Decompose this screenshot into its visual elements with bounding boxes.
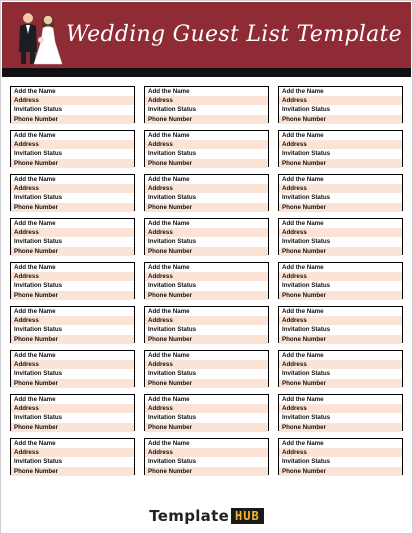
field-address[interactable]: Address [11,404,134,413]
field-phone-number[interactable]: Phone Number [145,423,268,432]
field-address[interactable]: Address [279,184,402,193]
field-phone-number[interactable]: Phone Number [145,291,268,300]
field-invitation-status[interactable]: Invitation Status [282,458,331,466]
field-address[interactable]: Address [145,404,268,413]
field-invitation-status[interactable]: Invitation Status [148,194,197,202]
field-address[interactable]: Address [11,184,134,193]
field-phone-number[interactable]: Phone Number [11,247,134,256]
guest-card [278,174,403,211]
guest-card [10,218,135,255]
field-address[interactable]: Address [279,272,402,281]
guest-card [144,394,269,431]
field-phone-number[interactable]: Phone Number [279,291,402,300]
guest-card [278,218,403,255]
field-phone-number[interactable]: Phone Number [11,335,134,344]
field-add-the-name[interactable]: Add the Name [282,176,324,183]
field-address[interactable]: Address [145,272,268,281]
field-add-the-name[interactable]: Add the Name [148,352,190,359]
field-address[interactable]: Address [279,360,402,369]
field-address[interactable]: Address [145,228,268,237]
title-banner [2,2,411,77]
guest-card [278,306,403,343]
guest-card [278,394,403,431]
field-add-the-name[interactable]: Add the Name [14,220,56,227]
field-address[interactable]: Address [145,184,268,193]
field-add-the-name[interactable]: Add the Name [148,132,190,139]
guest-card [144,218,269,255]
field-add-the-name[interactable]: Add the Name [148,440,190,447]
field-add-the-name[interactable]: Add the Name [148,88,190,95]
guest-card [144,86,269,123]
field-phone-number[interactable]: Phone Number [145,467,268,476]
guest-card [10,438,135,475]
guest-card [10,86,135,123]
guest-card [278,262,403,299]
field-invitation-status[interactable]: Invitation Status [148,150,197,158]
field-add-the-name[interactable]: Add the Name [14,440,56,447]
field-add-the-name[interactable]: Add the Name [282,440,324,447]
field-phone-number[interactable]: Phone Number [279,159,402,168]
field-phone-number[interactable]: Phone Number [145,159,268,168]
field-invitation-status[interactable]: Invitation Status [282,326,331,334]
field-add-the-name[interactable]: Add the Name [14,308,56,315]
bride-and-groom-icon [8,8,68,68]
field-invitation-status[interactable]: Invitation Status [14,458,63,466]
field-address[interactable]: Address [279,96,402,105]
field-address[interactable]: Address [145,360,268,369]
field-add-the-name[interactable]: Add the Name [148,264,190,271]
guest-card [278,86,403,123]
field-phone-number[interactable]: Phone Number [11,115,134,124]
field-phone-number[interactable]: Phone Number [145,115,268,124]
field-address[interactable]: Address [279,140,402,149]
field-invitation-status[interactable]: Invitation Status [148,414,197,422]
field-invitation-status[interactable]: Invitation Status [148,458,197,466]
field-invitation-status[interactable]: Invitation Status [148,326,197,334]
guest-card [144,262,269,299]
field-phone-number[interactable]: Phone Number [11,423,134,432]
logo-text: Template [149,507,230,525]
guest-card [278,130,403,167]
field-add-the-name[interactable]: Add the Name [14,132,56,139]
field-invitation-status[interactable]: Invitation Status [282,414,331,422]
field-phone-number[interactable]: Phone Number [11,203,134,212]
field-add-the-name[interactable]: Add the Name [282,88,324,95]
field-phone-number[interactable]: Phone Number [145,379,268,388]
field-address[interactable]: Address [145,316,268,325]
guest-card [278,350,403,387]
field-invitation-status[interactable]: Invitation Status [14,326,63,334]
guest-card [144,130,269,167]
field-add-the-name[interactable]: Add the Name [14,264,56,271]
field-address[interactable]: Address [11,448,134,457]
field-phone-number[interactable]: Phone Number [11,159,134,168]
guest-card [10,174,135,211]
field-add-the-name[interactable]: Add the Name [148,220,190,227]
field-invitation-status[interactable]: Invitation Status [148,106,197,114]
guest-card [10,394,135,431]
field-add-the-name[interactable]: Add the Name [14,88,56,95]
field-phone-number[interactable]: Phone Number [279,203,402,212]
field-invitation-status[interactable]: Invitation Status [148,370,197,378]
field-phone-number[interactable]: Phone Number [11,291,134,300]
field-invitation-status[interactable]: Invitation Status [282,150,331,158]
field-invitation-status[interactable]: Invitation Status [282,370,331,378]
field-phone-number[interactable]: Phone Number [279,467,402,476]
guest-card-grid [10,86,403,475]
field-add-the-name[interactable]: Add the Name [282,132,324,139]
field-address[interactable]: Address [279,228,402,237]
field-add-the-name[interactable]: Add the Name [14,396,56,403]
guest-card [144,306,269,343]
field-address[interactable]: Address [279,316,402,325]
field-phone-number[interactable]: Phone Number [145,203,268,212]
field-add-the-name[interactable]: Add the Name [282,264,324,271]
guest-card [144,350,269,387]
guest-card [144,174,269,211]
templatehub-logo [149,507,263,525]
guest-card [278,438,403,475]
field-invitation-status[interactable]: Invitation Status [14,282,63,290]
guest-card [10,306,135,343]
field-phone-number[interactable]: Phone Number [279,115,402,124]
field-add-the-name[interactable]: Add the Name [148,176,190,183]
footer [1,507,412,526]
field-invitation-status[interactable]: Invitation Status [282,106,331,114]
field-phone-number[interactable]: Phone Number [279,379,402,388]
field-address[interactable]: Address [145,448,268,457]
field-add-the-name[interactable]: Add the Name [282,308,324,315]
field-phone-number[interactable]: Phone Number [11,467,134,476]
field-address[interactable]: Address [11,228,134,237]
field-invitation-status[interactable]: Invitation Status [148,282,197,290]
field-invitation-status[interactable]: Invitation Status [282,194,331,202]
field-add-the-name[interactable]: Add the Name [282,220,324,227]
page-title: Wedding Guest List Template [66,22,402,47]
guest-card [10,130,135,167]
field-address[interactable]: Address [11,96,134,105]
field-phone-number[interactable]: Phone Number [145,247,268,256]
field-add-the-name[interactable]: Add the Name [282,396,324,403]
field-invitation-status[interactable]: Invitation Status [282,238,331,246]
field-invitation-status[interactable]: Invitation Status [14,370,63,378]
field-invitation-status[interactable]: Invitation Status [14,150,63,158]
field-phone-number[interactable]: Phone Number [145,335,268,344]
field-address[interactable]: Address [11,316,134,325]
field-address[interactable]: Address [11,272,134,281]
field-invitation-status[interactable]: Invitation Status [14,414,63,422]
field-address[interactable]: Address [279,404,402,413]
field-add-the-name[interactable]: Add the Name [148,396,190,403]
field-phone-number[interactable]: Phone Number [279,247,402,256]
field-address[interactable]: Address [279,448,402,457]
field-address[interactable]: Address [11,360,134,369]
field-phone-number[interactable]: Phone Number [279,335,402,344]
field-invitation-status[interactable]: Invitation Status [14,106,63,114]
guest-card [10,350,135,387]
field-invitation-status[interactable]: Invitation Status [14,238,63,246]
field-phone-number[interactable]: Phone Number [279,423,402,432]
field-add-the-name[interactable]: Add the Name [282,352,324,359]
field-invitation-status[interactable]: Invitation Status [14,194,63,202]
field-address[interactable]: Address [145,96,268,105]
field-add-the-name[interactable]: Add the Name [14,352,56,359]
field-invitation-status[interactable]: Invitation Status [282,282,331,290]
field-phone-number[interactable]: Phone Number [11,379,134,388]
guest-card [10,262,135,299]
field-address[interactable]: Address [11,140,134,149]
field-add-the-name[interactable]: Add the Name [14,176,56,183]
field-address[interactable]: Address [145,140,268,149]
field-invitation-status[interactable]: Invitation Status [148,238,197,246]
logo-badge: HUB [231,508,264,524]
guest-card [144,438,269,475]
field-add-the-name[interactable]: Add the Name [148,308,190,315]
